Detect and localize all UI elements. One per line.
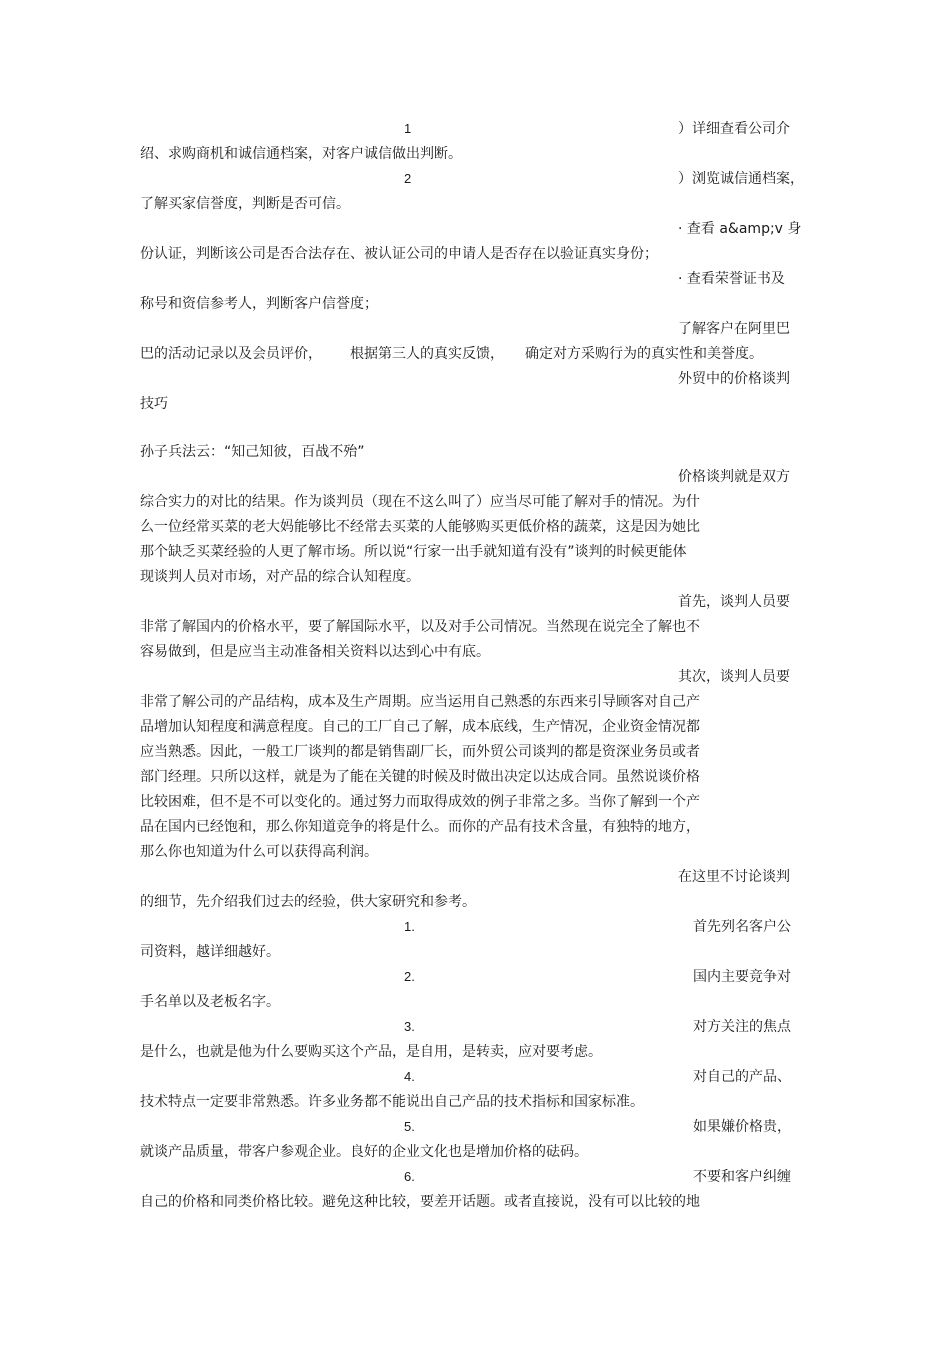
text-line: 的细节，先介绍我们过去的经验，供大家研究和参考。 (140, 894, 476, 910)
text-line: 品增加认知程度和满意程度。自己的工厂自己了解，成本底线，生产情况，企业资金情况都 (140, 719, 700, 735)
list-number: 3. (404, 1019, 415, 1034)
text-line: 根据第三人的真实反馈， (350, 346, 504, 362)
quote-line: 孙子兵法云：“知己知彼，百战不殆” (140, 444, 365, 460)
list-number: 6. (404, 1169, 415, 1184)
text-line: 巴的活动记录以及会员评价， (140, 346, 322, 362)
list-number: 1 (404, 121, 412, 136)
text-line: 应当熟悉。因此，一般工厂谈判的都是销售副厂长，而外贸公司谈判的都是资深业务员或者 (140, 744, 700, 760)
text-line: ）详细查看公司介 (678, 121, 790, 137)
text-line: 其次，谈判人员要 (678, 669, 790, 685)
text-line: 自己的价格和同类价格比较。避免这种比较，要差开话题。或者直接说，没有可以比较的地 (140, 1194, 700, 1210)
text-line: 称号和资信参考人，判断客户信誉度； (140, 296, 378, 312)
text-line: 首先，谈判人员要 (678, 594, 790, 610)
text-line: 价格谈判就是双方 (678, 469, 790, 485)
text-line: 了解买家信誉度，判断是否可信。 (140, 196, 350, 212)
text-line: 绍、求购商机和诚信通档案，对客户诚信做出判断。 (140, 146, 462, 162)
text-line: 品在国内已经饱和，那么你知道竞争的将是什么。而你的产品有技术含量，有独特的地方， (140, 819, 700, 835)
text-line: 就谈产品质量，带客户参观企业。良好的企业文化也是增加价格的砝码。 (140, 1144, 588, 1160)
text-line: 是什么，也就是他为什么要购买这个产品，是自用，是转卖，应对要考虑。 (140, 1044, 602, 1060)
text-line: 对自己的产品、 (693, 1069, 791, 1085)
text-line: 手名单以及老板名字。 (140, 994, 280, 1010)
text-line: 那么你也知道为什么可以获得高利润。 (140, 844, 378, 860)
text-line: 容易做到，但是应当主动准备相关资料以达到心中有底。 (140, 644, 490, 660)
text-line: 了解客户在阿里巴 (678, 321, 790, 337)
bullet-line: · 查看荣誉证书及 (678, 271, 785, 287)
text-line: 部门经理。只所以这样，就是为了能在关键的时候及时做出决定以达成合同。虽然说谈价格 (140, 769, 700, 785)
text-line: 确定对方采购行为的真实性和美誉度。 (525, 346, 763, 362)
text-line: 国内主要竞争对 (693, 969, 791, 985)
text-line: 对方关注的焦点 (693, 1019, 791, 1035)
text-line: 技术特点一定要非常熟悉。许多业务都不能说出自己产品的技术指标和国家标准。 (140, 1094, 644, 1110)
text-line: 如果嫌价格贵， (693, 1119, 791, 1135)
text-line: 么一位经常买菜的老大妈能够比不经常去买菜的人能够购买更低价格的蔬菜，这是因为她比 (140, 519, 700, 535)
section-heading: 技巧 (140, 396, 168, 412)
text-line: 现谈判人员对市场，对产品的综合认知程度。 (140, 569, 420, 585)
text-line: 首先列名客户公 (693, 919, 791, 935)
list-number: 2. (404, 969, 415, 984)
text-line: 那个缺乏买菜经验的人更了解市场。所以说“行家一出手就知道有没有”谈判的时候更能体 (140, 544, 687, 560)
list-number: 4. (404, 1069, 415, 1084)
text-line: ）浏览诚信通档案， (678, 171, 804, 187)
list-number: 5. (404, 1119, 415, 1134)
text-line: 司资料，越详细越好。 (140, 944, 280, 960)
text-line: 综合实力的对比的结果。作为谈判员（现在不这么叫了）应当尽可能了解对手的情况。为什 (140, 494, 700, 510)
list-number: 1. (404, 919, 415, 934)
text-line: 非常了解公司的产品结构，成本及生产周期。应当运用自己熟悉的东西来引导顾客对自己产 (140, 694, 700, 710)
text-line: 份认证，判断该公司是否合法存在、被认证公司的申请人是否存在以验证真实身份； (140, 246, 658, 262)
text-line: 不要和客户纠缠 (693, 1169, 791, 1185)
bullet-line: · 查看 a&amp;v 身 (678, 221, 802, 237)
section-heading: 外贸中的价格谈判 (678, 371, 790, 387)
text-line: 非常了解国内的价格水平，要了解国际水平，以及对手公司情况。当然现在说完全了解也不 (140, 619, 700, 635)
list-number: 2 (404, 171, 412, 186)
text-line: 比较困难，但不是不可以变化的。通过努力而取得成效的例子非常之多。当你了解到一个产 (140, 794, 700, 810)
text-line: 在这里不讨论谈判 (678, 869, 790, 885)
